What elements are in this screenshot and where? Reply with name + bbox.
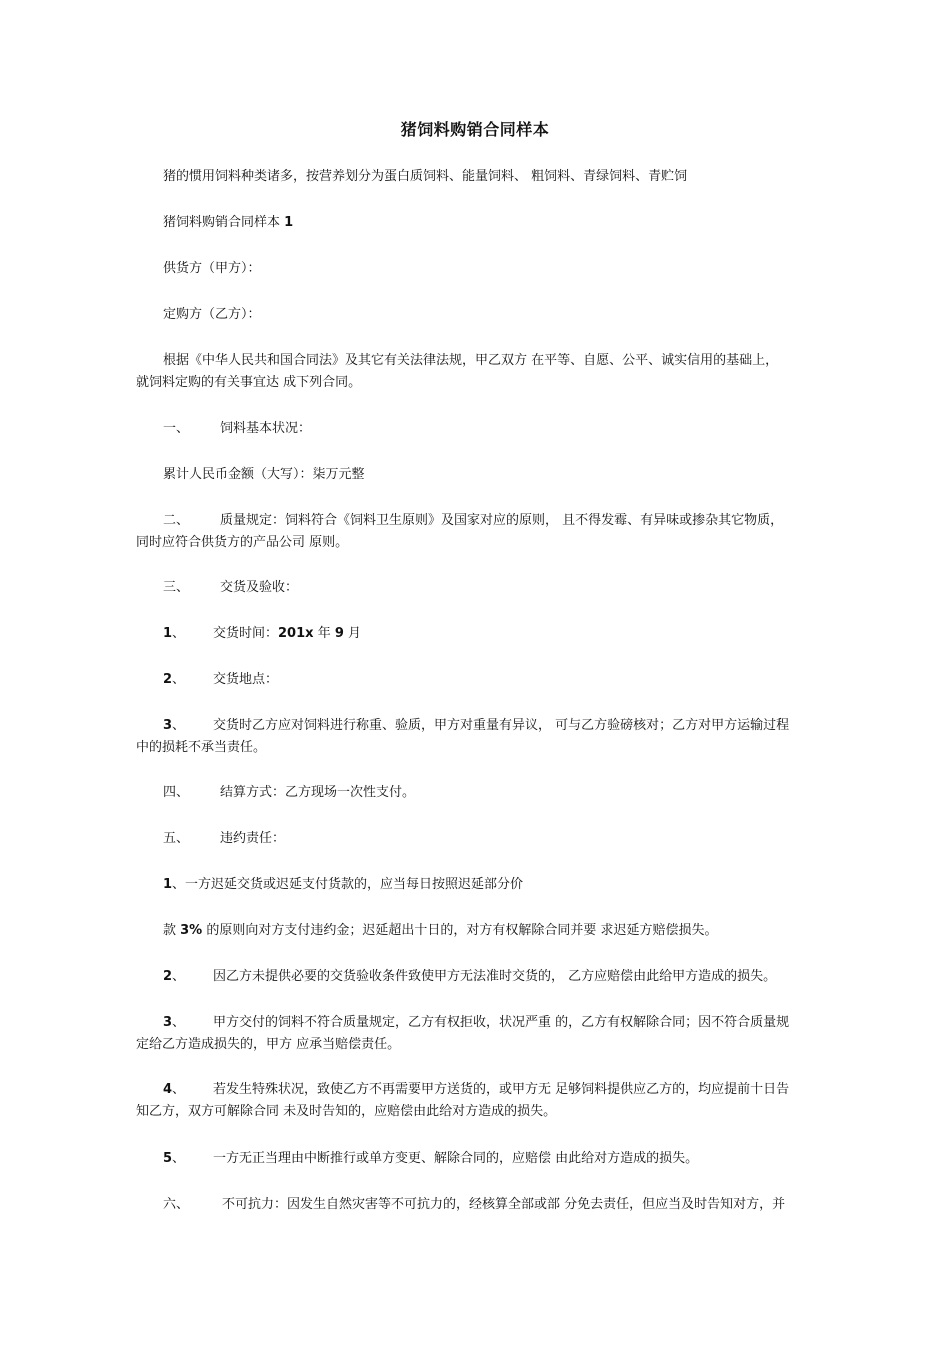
section-6-number: 六、 — [163, 1197, 190, 1212]
section-2-text-2: 同时应符合供货方的产品公司 原则。 — [136, 535, 349, 550]
inspection-text-2: 中的损耗不承当责任。 — [136, 740, 267, 755]
section-5-text: 违约责任： — [220, 831, 286, 846]
liability-4-paragraph: 4、 若发生特殊状况，致使乙方不再需要甲方送货的，或甲方无 足够饲料提供应乙方的，均应提前十日告 知乙方，双方可解除合同 未及时告知的，应赔偿由此给对方造成的损失。 — [136, 1079, 816, 1123]
liability-3-text-2: 定给乙方造成损失的，甲方 应承当赔偿责任。 — [136, 1037, 401, 1052]
delivery-time-label: 交货时间： — [213, 626, 279, 641]
section-6-text: 不可抗力：因发生自然灾害等不可抗力的，经核算全部或部 分免去责任，但应当及时告知对方，并 — [222, 1197, 786, 1212]
intro-text: 猪的惯用饲料种类诸多，按营养划分为蛋白质饲料、能量饲料、 粗饲料、青绿饲料、青贮饲 — [163, 169, 688, 184]
section-1-text: 饲料基本状况： — [220, 421, 312, 436]
section-5-number: 五、 — [163, 831, 190, 846]
section-2-text-1: 质量规定：饲料符合《饲料卫生原则》及国家对应的原则， 且不得发霉、有异味或掺杂其它物质， — [220, 513, 784, 528]
document-title: 猪饲料购销合同样本 — [400, 120, 550, 139]
section-2-number: 二、 — [163, 513, 190, 528]
liability-5-text: 一方无正当理由中断推行或单方变更、解除合同的，应赔偿 由此给对方造成的损失。 — [213, 1151, 699, 1166]
supplier-label: 供货方（甲方）： — [163, 261, 261, 276]
contract-subtitle — [136, 212, 816, 234]
delivery-year: 201x — [278, 626, 314, 641]
item-3-3-number: 3 — [163, 718, 173, 733]
section-5-heading — [136, 828, 816, 850]
item-5-4-number: 4 — [163, 1082, 173, 1097]
liability-1-text: 、一方迟延交货或迟延支付货款的，应当每日按照迟延部分价 — [172, 877, 524, 892]
amount-text: 累计人民币金额（大写）：柒万元整 — [163, 467, 365, 482]
liability-4-text-2: 知乙方，双方可解除合同 未及时告知的，应赔偿由此给对方造成的损失。 — [136, 1104, 557, 1119]
section-6-line — [136, 1194, 816, 1216]
liability-2-line: 2、 因乙方未提供必要的交货验收条件致使甲方无法准时交货的， 乙方应赔偿由此给甲方造成的损失。 — [163, 969, 777, 984]
penalty-rate: 3% — [180, 923, 203, 938]
section-2-paragraph — [136, 510, 816, 554]
liability-3-paragraph: 3、 甲方交付的饲料不符合质量规定，乙方有权拒收，状况严重 的，乙方有权解除合同；因不符合质量规 定给乙方造成损失的，甲方 应承当赔偿责任。 — [136, 1012, 816, 1056]
delivery-time-line: 1、 交货时间：201x 年 9 月 — [163, 626, 362, 641]
section-3-text: 交货及验收： — [220, 580, 299, 595]
item-5-5-number: 5 — [163, 1151, 173, 1166]
section-4-number: 四、 — [163, 785, 190, 800]
delivery-place-text: 交货地点： — [213, 672, 279, 687]
preamble-line-2: 就饲料定购的有关事宜达 成下列合同。 — [136, 375, 362, 390]
subtitle-number: 1 — [284, 215, 294, 230]
inspection-text-1: 交货时乙方应对饲料进行称重、验质，甲方对重量有异议， 可与乙方验磅核对；乙方对甲方运输过程 — [213, 718, 790, 733]
section-3-number: 三、 — [163, 580, 190, 595]
amount-line — [136, 464, 816, 486]
liability-4-text-1: 若发生特殊状况，致使乙方不再需要甲方送货的，或甲方无 足够饲料提供应乙方的，均应提前十日告 — [213, 1082, 790, 1097]
section-1-number: 一、 — [163, 421, 190, 436]
buyer-line — [136, 304, 816, 326]
item-5-1-number: 1 — [163, 877, 173, 892]
buyer-label: 定购方（乙方）： — [163, 307, 261, 322]
delivery-place-line: 2、 交货地点： — [163, 672, 279, 687]
intro-paragraph — [136, 166, 816, 188]
preamble-line-1: 根据《中华人民共和国合同法》及其它有关法律法规，甲乙双方 在平等、自愿、公平、诚实信用的基础上， — [163, 353, 779, 368]
item-5-3-number: 3 — [163, 1015, 173, 1030]
liability-3-text-1: 甲方交付的饲料不符合质量规定，乙方有权拒收，状况严重 的，乙方有权解除合同；因不符合质量规 — [213, 1015, 790, 1030]
supplier-line — [136, 258, 816, 280]
liability-1-continued: 款 3% 的原则向对方支付违约金；迟延超出十日的，对方有权解除合同并要 求迟延方赔偿损失。 — [163, 923, 718, 938]
section-3-heading — [136, 577, 816, 599]
preamble-paragraph — [136, 350, 816, 394]
delivery-month: 9 — [334, 626, 344, 641]
item-3-1-number: 1 — [163, 626, 173, 641]
liability-1-line — [136, 874, 816, 896]
item-5-2-number: 2 — [163, 969, 173, 984]
section-1-heading — [136, 418, 816, 440]
subtitle-text: 猪饲料购销合同样本 — [163, 215, 281, 230]
inspection-paragraph: 3、 交货时乙方应对饲料进行称重、验质，甲方对重量有异议， 可与乙方验磅核对；乙方对甲方运输过程 中的损耗不承当责任。 — [136, 715, 816, 759]
item-3-2-number: 2 — [163, 672, 173, 687]
liability-5-line: 5、 一方无正当理由中断推行或单方变更、解除合同的，应赔偿 由此给对方造成的损失。 — [163, 1151, 699, 1166]
section-4-text: 结算方式：乙方现场一次性支付。 — [220, 785, 416, 800]
liability-2-text: 因乙方未提供必要的交货验收条件致使甲方无法准时交货的， 乙方应赔偿由此给甲方造成的损失。 — [213, 969, 777, 984]
section-4-line — [136, 782, 816, 804]
